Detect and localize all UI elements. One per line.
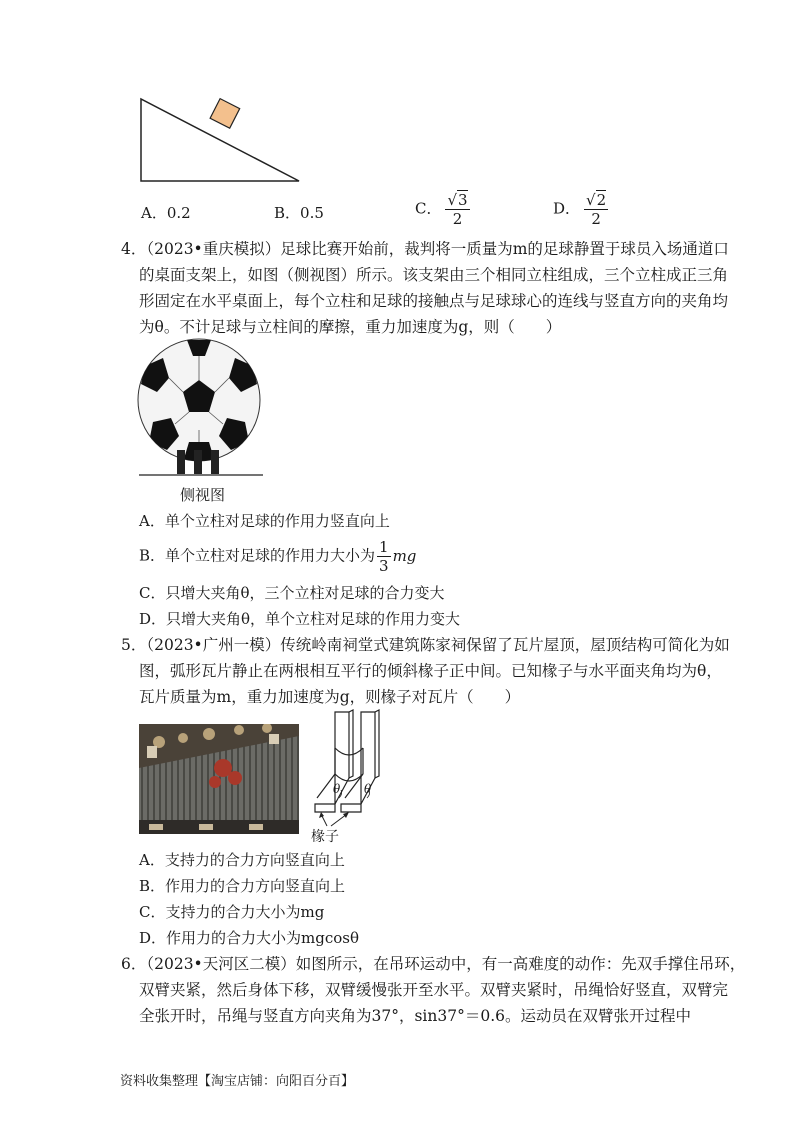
q4-option-c: C．只增大夹角θ，三个立柱对足球的合力变大 xyxy=(139,584,445,602)
pillar-left xyxy=(177,450,185,474)
q4-option-d: D．只增大夹角θ，单个立柱对足球的作用力变大 xyxy=(139,610,461,628)
q4-option-b-fraction xyxy=(377,538,391,575)
q3-option-d-radicand: 2 xyxy=(596,191,607,209)
q3-option-c xyxy=(415,191,470,228)
q4-option-a: A．单个立柱对足球的作用力竖直向上 xyxy=(139,512,390,530)
q4-stem-line1: 4．（2023•重庆模拟）足球比赛开始前，裁判将一质量为m的足球静置于球员入场通道口 xyxy=(121,240,729,258)
q5-option-b: B．作用力的合力方向竖直向上 xyxy=(139,877,346,895)
pillar-right xyxy=(211,450,219,474)
q4-option-b-numerator: 1 xyxy=(379,538,389,556)
q5-option-c: C．支持力的合力大小为mg xyxy=(139,903,325,921)
q6-stem-line3: 全张开时，吊绳与竖直方向夹角为37°，sin37°＝0.6。运动员在双臂张开过程中 xyxy=(139,1007,691,1025)
theta-label-right: θ xyxy=(364,782,372,796)
q3-option-d-fraction: $\frac{√2}{2}$ xyxy=(586,191,607,228)
q5-option-a: A．支持力的合力方向竖直向上 xyxy=(139,851,345,869)
q3-option-d xyxy=(553,191,608,228)
rafters-diagram xyxy=(305,708,385,840)
q3-option-c-label: C． xyxy=(415,199,442,218)
q3-option-d-label: D． xyxy=(553,199,581,218)
q5-stem-line3: 瓦片质量为m，重力加速度为g，则椽子对瓦片（ ） xyxy=(139,688,521,706)
soccer-ball-figure xyxy=(135,338,265,478)
q6-stem-line2: 双臂夹紧，然后身体下移，双臂缓慢张开至水平。双臂夹紧时，吊绳恰好竖直，双臂完 xyxy=(139,981,729,999)
q3-option-c-radicand: 3 xyxy=(458,191,468,209)
ancestral-hall-roof-photo xyxy=(139,724,299,834)
q4-option-b-denominator: 3 xyxy=(379,557,389,575)
q5-option-d: D．作用力的合力大小为mgcosθ xyxy=(139,929,360,947)
pillar-middle xyxy=(194,450,202,474)
q3-option-b: B．0.5 xyxy=(274,204,324,222)
q4-stem-line3: 形固定在水平桌面上，每个立柱和足球的接触点与足球球心的连线与竖直方向的夹角均 xyxy=(139,292,729,310)
q4-stem-line2: 的桌面支架上，如图（侧视图）所示。该支架由三个相同立柱组成，三个立柱成正三角 xyxy=(139,266,729,284)
q6-stem-line1: 6．（2023•天河区二模）如图所示，在吊环运动中，有一高难度的动作：先双手撑住吊环， xyxy=(121,955,746,973)
q4-figure-caption: 侧视图 xyxy=(180,486,226,504)
rafter-caption: 椽子 xyxy=(311,829,339,845)
incline-figure xyxy=(135,95,305,187)
block xyxy=(210,99,240,129)
q4-option-b-tail: mg xyxy=(392,546,417,565)
q5-stem-line2: 图，弧形瓦片静止在两根相互平行的倾斜椽子正中间。已知椽子与水平面夹角均为θ， xyxy=(139,662,722,680)
q3-option-c-fraction: $\frac{√3}{2}$ xyxy=(447,191,468,228)
page-footer: 资料收集整理【淘宝店铺：向阳百分百】 xyxy=(120,1074,355,1089)
q3-option-a: A．0.2 xyxy=(141,204,191,222)
theta-label-left: θ xyxy=(333,782,341,796)
q5-stem-line1: 5．（2023•广州一模）传统岭南祠堂式建筑陈家祠保留了瓦片屋顶，屋顶结构可简化为如 xyxy=(121,636,730,654)
q3-option-d-denominator: 2 xyxy=(591,210,601,228)
q3-option-c-denominator: 2 xyxy=(452,210,463,228)
q4-option-b-text: B．单个立柱对足球的作用力大小为 xyxy=(139,546,376,565)
q4-stem-line4: 为θ。不计足球与立柱间的摩擦，重力加速度为g，则（ ） xyxy=(139,318,562,336)
q4-option-b xyxy=(139,538,416,575)
